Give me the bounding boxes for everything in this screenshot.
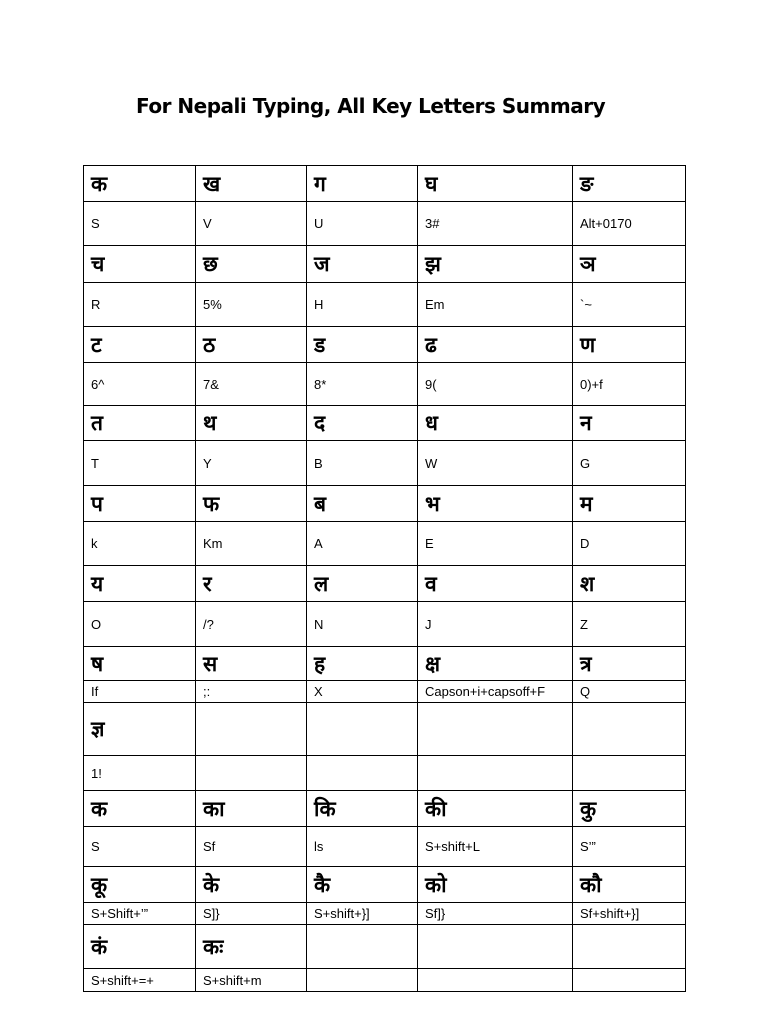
char-row (84, 925, 686, 969)
key-combination-cell: Capson+i+capsoff+F (418, 681, 573, 703)
key-combination-cell: E (418, 522, 573, 566)
nepali-character-cell: ढ (418, 327, 573, 363)
key-combination-cell: A (307, 522, 418, 566)
nepali-character-cell: को (418, 867, 573, 903)
key-combination-cell: /? (196, 602, 307, 647)
key-combination-cell: 5% (196, 283, 307, 327)
key-combination-cell (418, 969, 573, 992)
key-combination-cell: Sf (196, 827, 307, 867)
key-combination-cell: 0)+f (573, 363, 686, 406)
key-combination-cell: 1! (84, 756, 196, 791)
nepali-character-cell: झ (418, 246, 573, 283)
key-combination-cell: 9( (418, 363, 573, 406)
nepali-character-cell (196, 703, 307, 756)
key-combination-cell: Sf]} (418, 903, 573, 925)
key-combination-cell: S+shift+}] (307, 903, 418, 925)
key-combination-cell: 8* (307, 363, 418, 406)
nepali-character-cell (418, 925, 573, 969)
nepali-character-cell: ष (84, 647, 196, 681)
key-code-row (84, 283, 686, 327)
nepali-character-cell: क (84, 791, 196, 827)
key-combination-cell (573, 756, 686, 791)
char-row (84, 166, 686, 202)
nepali-character-cell: त्र (573, 647, 686, 681)
nepali-character-cell: त (84, 406, 196, 441)
key-combination-cell: B (307, 441, 418, 486)
nepali-character-cell: ग (307, 166, 418, 202)
key-combination-cell: V (196, 202, 307, 246)
key-combination-cell: S+shift+L (418, 827, 573, 867)
nepali-character-cell (418, 703, 573, 756)
nepali-character-cell: फ (196, 486, 307, 522)
char-row (84, 703, 686, 756)
key-combination-cell: Km (196, 522, 307, 566)
key-code-row (84, 969, 686, 992)
char-row (84, 867, 686, 903)
key-combination-cell: ls (307, 827, 418, 867)
key-combination-cell: J (418, 602, 573, 647)
nepali-character-cell: ण (573, 327, 686, 363)
key-combination-cell (573, 969, 686, 992)
nepali-character-cell: कं (84, 925, 196, 969)
nepali-character-cell: भ (418, 486, 573, 522)
nepali-character-cell: र (196, 566, 307, 602)
key-combination-cell: G (573, 441, 686, 486)
nepali-character-cell: च (84, 246, 196, 283)
key-combination-cell: k (84, 522, 196, 566)
key-combination-cell: N (307, 602, 418, 647)
key-summary-table (83, 165, 686, 992)
key-combination-cell: H (307, 283, 418, 327)
key-combination-cell: Z (573, 602, 686, 647)
nepali-character-cell: ध (418, 406, 573, 441)
key-combination-cell: O (84, 602, 196, 647)
key-code-row (84, 602, 686, 647)
nepali-character-cell: कू (84, 867, 196, 903)
nepali-character-cell: क (84, 166, 196, 202)
key-code-row (84, 522, 686, 566)
key-combination-cell: ;: (196, 681, 307, 703)
nepali-character-cell: म (573, 486, 686, 522)
nepali-character-cell: ट (84, 327, 196, 363)
key-combination-cell: U (307, 202, 418, 246)
key-combination-cell: S (84, 202, 196, 246)
key-combination-cell: 3# (418, 202, 573, 246)
key-combination-cell: D (573, 522, 686, 566)
nepali-character-cell: कौ (573, 867, 686, 903)
nepali-character-cell (573, 703, 686, 756)
key-combination-cell: S+shift+=+ (84, 969, 196, 992)
key-combination-cell: Alt+0170 (573, 202, 686, 246)
nepali-character-cell: ज (307, 246, 418, 283)
key-code-row (84, 756, 686, 791)
nepali-character-cell: द (307, 406, 418, 441)
key-combination-cell: 6^ (84, 363, 196, 406)
key-combination-cell: X (307, 681, 418, 703)
key-code-row (84, 363, 686, 406)
nepali-character-cell: क्ष (418, 647, 573, 681)
key-combination-cell: S]} (196, 903, 307, 925)
key-code-row (84, 827, 686, 867)
nepali-character-cell: न (573, 406, 686, 441)
key-combination-cell: Sf+shift+}] (573, 903, 686, 925)
char-row (84, 246, 686, 283)
nepali-character-cell: की (418, 791, 573, 827)
char-row (84, 406, 686, 441)
nepali-character-cell: ङ (573, 166, 686, 202)
char-row (84, 791, 686, 827)
key-combination-cell: S’” (573, 827, 686, 867)
nepali-character-cell: कि (307, 791, 418, 827)
nepali-character-cell: स (196, 647, 307, 681)
key-combination-cell: S+shift+m (196, 969, 307, 992)
nepali-character-cell: ठ (196, 327, 307, 363)
nepali-character-cell: घ (418, 166, 573, 202)
nepali-character-cell: ड (307, 327, 418, 363)
nepali-character-cell (307, 925, 418, 969)
key-combination-cell (307, 969, 418, 992)
key-combination-cell: Q (573, 681, 686, 703)
char-row (84, 566, 686, 602)
char-row (84, 327, 686, 363)
key-combination-cell: Y (196, 441, 307, 486)
key-code-row (84, 202, 686, 246)
key-combination-cell: T (84, 441, 196, 486)
nepali-character-cell: ल (307, 566, 418, 602)
nepali-character-cell (307, 703, 418, 756)
nepali-character-cell: श (573, 566, 686, 602)
char-row (84, 486, 686, 522)
nepali-character-cell: य (84, 566, 196, 602)
key-combination-cell (418, 756, 573, 791)
nepali-character-cell (573, 925, 686, 969)
nepali-character-cell: के (196, 867, 307, 903)
nepali-character-cell: का (196, 791, 307, 827)
key-combination-cell: W (418, 441, 573, 486)
nepali-character-cell: ख (196, 166, 307, 202)
key-combination-cell: If (84, 681, 196, 703)
nepali-character-cell: ह (307, 647, 418, 681)
nepali-character-cell: कः (196, 925, 307, 969)
key-combination-cell: R (84, 283, 196, 327)
nepali-character-cell: ब (307, 486, 418, 522)
key-code-row (84, 441, 686, 486)
key-combination-cell: S (84, 827, 196, 867)
nepali-character-cell: छ (196, 246, 307, 283)
key-combination-cell: 7& (196, 363, 307, 406)
nepali-character-cell: थ (196, 406, 307, 441)
nepali-character-cell: कु (573, 791, 686, 827)
nepali-character-cell: व (418, 566, 573, 602)
nepali-character-cell: ज्ञ (84, 703, 196, 756)
key-code-row (84, 903, 686, 925)
key-combination-cell: `~ (573, 283, 686, 327)
nepali-character-cell: प (84, 486, 196, 522)
char-row (84, 647, 686, 681)
key-combination-cell: Em (418, 283, 573, 327)
key-combination-cell: S+Shift+’” (84, 903, 196, 925)
page-title: For Nepali Typing, All Key Letters Summary (136, 94, 606, 118)
key-combination-cell (307, 756, 418, 791)
nepali-character-cell: ञ (573, 246, 686, 283)
nepali-character-cell: कै (307, 867, 418, 903)
key-code-row (84, 681, 686, 703)
key-combination-cell (196, 756, 307, 791)
